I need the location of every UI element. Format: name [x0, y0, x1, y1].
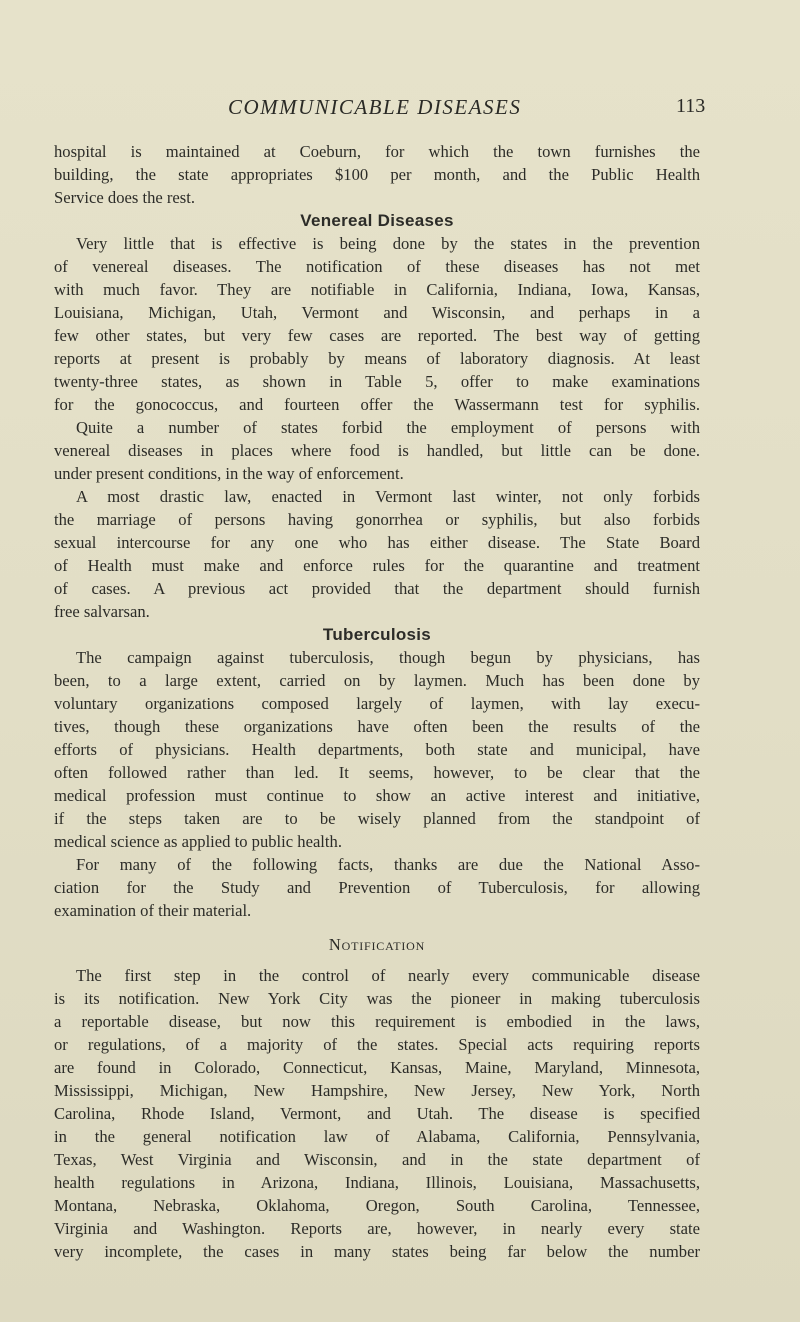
text-line: The campaign against tuberculosis, though begun by physicians, has — [76, 648, 700, 667]
running-head: COMMUNICABLE DISEASES — [228, 95, 522, 119]
text-line: building, the state appropriates $100 per month, and the Public Health — [54, 165, 700, 184]
text-line: Virginia and Washington. Reports are, however, in nearly every state — [54, 1219, 700, 1238]
text-line: under present conditions, in the way of enforcement. — [54, 464, 404, 483]
text-line: Very little that is effective is being done by the states in the prevention — [76, 234, 700, 253]
text-line: few other states, but very few cases are reported. The best way of getting — [54, 326, 700, 345]
text-line: The first step in the control of nearly every communicable disease — [76, 966, 700, 985]
text-line: sexual intercourse for any one who has either disease. The State Board — [54, 533, 700, 552]
text-line: Texas, West Virginia and Wisconsin, and in the state department of — [54, 1150, 700, 1169]
text-line: hospital is maintained at Coeburn, for which the town furnishes the — [54, 142, 700, 161]
text-line: ciation for the Study and Prevention of Tuberculosis, for allowing — [54, 878, 700, 897]
text-line: is its notification. New York City was the pioneer in making tuberculosis — [54, 989, 700, 1008]
text-line: medical profession must continue to show an active interest and initiative, — [54, 786, 700, 805]
text-line: Montana, Nebraska, Oklahoma, Oregon, South Carolina, Tennessee, — [54, 1196, 700, 1215]
subsection-heading-notification: Notification — [328, 935, 426, 954]
text-line: venereal diseases in places where food is handled, but little can be done. — [54, 441, 700, 460]
text-line: if the steps taken are to be wisely planned from the standpoint of — [54, 809, 700, 828]
text-line: often followed rather than led. It seems, however, to be clear that the — [54, 763, 700, 782]
text-line: Quite a number of states forbid the employment of persons with — [76, 418, 700, 437]
text-line: very incomplete, the cases in many states being far below the number — [54, 1242, 700, 1261]
text-line: for the gonococcus, and fourteen offer the Wassermann test for syphilis. — [54, 395, 700, 414]
text-line: of cases. A previous act provided that the department should furnish — [54, 579, 700, 598]
page-number: 113 — [676, 95, 706, 117]
text-line: Louisiana, Michigan, Utah, Vermont and Wisconsin, and perhaps in a — [54, 303, 700, 322]
text-line: a reportable disease, but now this requirement is embodied in the laws, — [54, 1012, 700, 1031]
text-line: the marriage of persons having gonorrhea or syphilis, but also forbids — [54, 510, 700, 529]
text-line: For many of the following facts, thanks are due the National Asso- — [76, 855, 700, 874]
body-text — [54, 140, 700, 1263]
text-line: in the general notification law of Alabama, California, Pennsylvania, — [54, 1127, 700, 1146]
text-line: been, to a large extent, carried on by laymen. Much has been done by — [54, 671, 700, 690]
text-line: Carolina, Rhode Island, Vermont, and Utah. The disease is specified — [54, 1104, 700, 1123]
text-line: are found in Colorado, Connecticut, Kansas, Maine, Maryland, Minnesota, — [54, 1058, 700, 1077]
text-line: of Health must make and enforce rules for the quarantine and treatment — [54, 556, 700, 575]
section-heading-venereal: Venereal Diseases — [300, 211, 454, 230]
text-line: health regulations in Arizona, Indiana, Illinois, Louisiana, Massachusetts, — [54, 1173, 700, 1192]
text-line: examination of their material. — [54, 901, 252, 920]
text-line: efforts of physicians. Health departments, both state and municipal, have — [54, 740, 700, 759]
text-line: or regulations, of a majority of the states. Special acts requiring reports — [54, 1035, 700, 1054]
text-line: Service does the rest. — [54, 188, 195, 207]
text-line: with much favor. They are notifiable in California, Indiana, Iowa, Kansas, — [54, 280, 700, 299]
text-line: tives, though these organizations have often been the results of the — [54, 717, 700, 736]
text-line: medical science as applied to public health. — [54, 832, 342, 851]
text-line: Mississippi, Michigan, New Hampshire, New Jersey, New York, North — [54, 1081, 700, 1100]
section-heading-tuberculosis: Tuberculosis — [322, 625, 432, 644]
text-line: A most drastic law, enacted in Vermont last winter, not only forbids — [76, 487, 700, 506]
text-line: of venereal diseases. The notification of these diseases has not met — [54, 257, 700, 276]
text-line: reports at present is probably by means of laboratory diagnosis. At least — [54, 349, 700, 368]
page-header — [0, 95, 800, 125]
text-line: voluntary organizations composed largely of laymen, with lay execu- — [54, 694, 700, 713]
text-line: free salvarsan. — [54, 602, 150, 621]
text-line: twenty-three states, as shown in Table 5, offer to make examinations — [54, 372, 700, 391]
